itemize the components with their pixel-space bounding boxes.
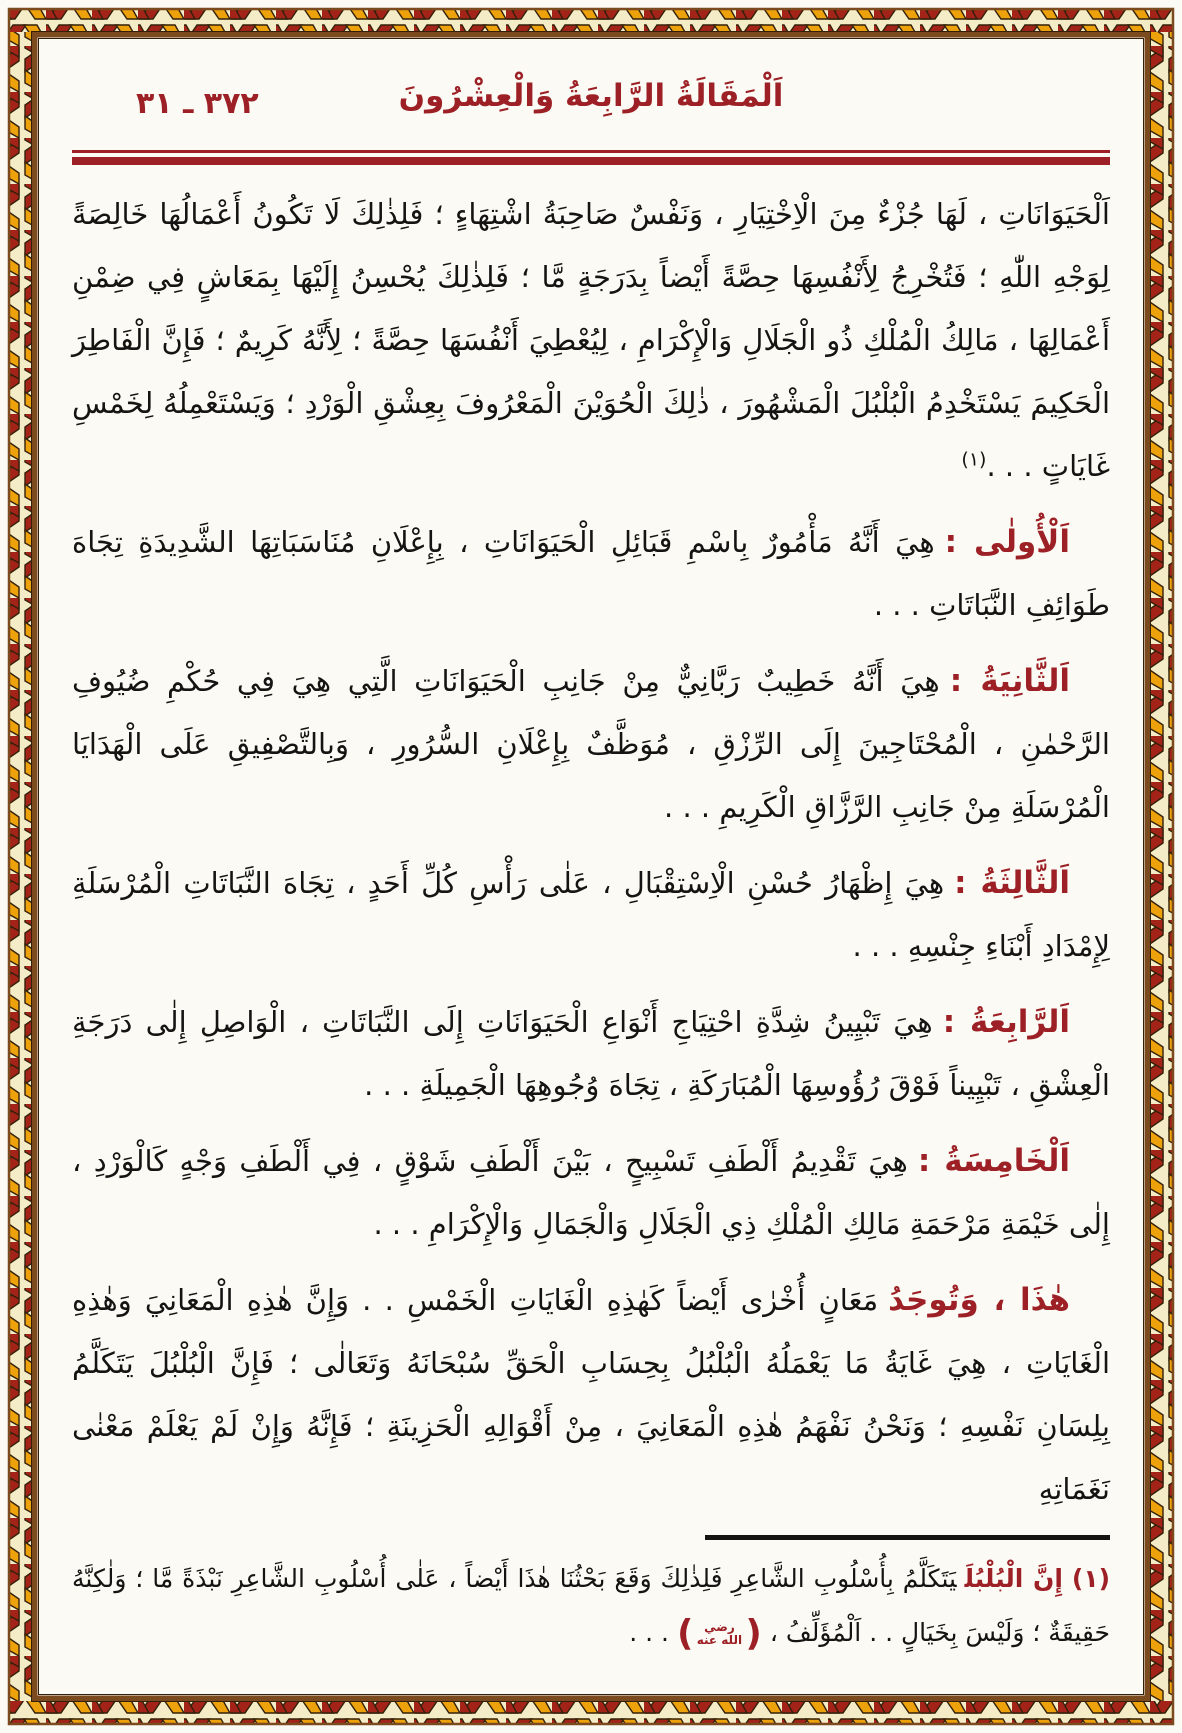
page-header <box>72 76 1110 138</box>
footnote-separator <box>705 1535 1110 1540</box>
footnote-lead: إِنَّ الْبُلْبُلَ <box>964 1564 1063 1593</box>
divider-thick-line <box>72 157 1110 165</box>
paragraph-second-aim <box>72 650 1110 839</box>
paragraph-third-aim <box>72 852 1110 978</box>
seal-close-paren: ) <box>676 1613 694 1654</box>
footnote <box>72 1552 1110 1661</box>
paragraph-fourth-aim <box>72 991 1110 1117</box>
paragraph-lead: هٰذَا ، وَتُوجَدُ <box>888 1282 1071 1318</box>
paragraph-lead: اَلْخَامِسَةُ : <box>917 1143 1070 1179</box>
paragraph-closing <box>72 1269 1110 1521</box>
paragraph-lead: اَلثَّالِثَةُ : <box>954 865 1070 901</box>
header-divider <box>72 150 1110 165</box>
seal-text: رضي الله عنه <box>696 1620 743 1647</box>
paragraph-lead: اَلثَّانِيَةُ : <box>949 663 1070 699</box>
paragraph-fifth-aim <box>72 1130 1110 1256</box>
paragraph-text: مَعَانٍ أُخْرٰى أَيْضاً كَهٰذِهِ الْغَايَاتِ الْخَمْسِ . . وَإِنَّ هٰذِهِ الْمَعَانِيَ وَهٰذِهِ الْغَايَاتِ ، هِيَ غَايَةُ مَا يَعْمَلُهُ الْبُلْبُلُ بِحِسَابِ الْحَقِّ سُبْحَانَهُ وَتَعَالٰى ؛ فَإِنَّ الْبُلْبُلَ يَتَكَلَّمُ بِلِسَانِ نَفْسِهِ ؛ وَنَحْنُ نَفْهَمُ هٰذِهِ الْمَعَانِيَ ، مِنْ أَقْوَالِهِ الْحَزِينَةِ ؛ فَإِنَّهُ وَإِنْ لَمْ يَعْلَمْ مَعْنٰى نَغَمَاتِهِ <box>72 1283 1110 1506</box>
page-content <box>72 76 1110 1661</box>
paragraph-intro <box>72 183 1110 498</box>
footnote-reference: (١) <box>961 448 987 471</box>
paragraph-first-aim <box>72 511 1110 637</box>
page-title: اَلْمَقَالَةُ الرَّابِعَةُ وَالْعِشْرُونَ <box>398 78 784 114</box>
paragraph-text: هِيَ إِظْهَارُ حُسْنِ الْاِسْتِقْبَالِ ، عَلٰى رَأْسِ كُلِّ أَحَدٍ ، تِجَاهَ النَّبَاتَاتِ الْمُرْسَلَةِ لِإِمْدَادِ أَبْنَاءِ جِنْسِهِ . . . <box>72 866 1110 963</box>
paragraph-lead: اَلْأُولٰى : <box>944 524 1071 560</box>
paragraph-text: اَلْحَيَوَانَاتِ ، لَهَا جُزْءٌ مِنَ الْاِخْتِيَارِ ، وَنَفْسٌ صَاحِبَةُ اشْتِهَاءٍ ؛ فَلِذٰلِكَ لَا تَكُونُ أَعْمَالُهَا خَالِصَةً لِوَجْهِ اللّٰهِ ؛ فَتُخْرِجُ لِأَنْفُسِهَا حِصَّةً أَيْضاً بِدَرَجَةٍ مَّا ؛ فَلِذٰلِكَ يُحْسِنُ إِلَيْهَا بِمَعَاشٍ فِي ضِمْنِ أَعْمَالِهَا ، مَالِكُ الْمُلْكِ ذُو الْجَلَالِ وَالْإِكْرَامِ ، لِيُعْطِيَ أَنْفُسَهَا حِصَّةً ؛ لِأَنَّهُ كَرِيمٌ ؛ فَإِنَّ الْفَاطِرَ الْحَكِيمَ يَسْتَخْدِمُ الْبُلْبُلَ الْمَشْهُورَ ، ذٰلِكَ الْحُوَيْنَ الْمَعْرُوفَ بِعِشْقِ الْوَرْدِ ؛ وَيَسْتَعْمِلُهُ لِخَمْسِ غَايَاتٍ . . . <box>72 197 1110 483</box>
footnote-trailing-dots: . . . <box>629 1618 669 1647</box>
author-seal <box>676 1613 762 1654</box>
paragraph-text: هِيَ تَبْيِينُ شِدَّةِ احْتِيَاجِ أَنْوَاعِ الْحَيَوَانَاتِ إِلَى النَّبَاتَاتِ ، الْوَاصِلِ إِلٰى دَرَجَةِ الْعِشْقِ ، تَبْيِيناً فَوْقَ رُؤُوسِهَا الْمُبَارَكَةِ ، تِجَاهَ وُجُوهِهَا الْجَمِيلَةِ . . . <box>72 1005 1110 1102</box>
paragraph-text: هِيَ أَنَّهُ خَطِيبٌ رَبَّانِيٌّ مِنْ جَانِبِ الْحَيَوَانَاتِ الَّتِي هِيَ فِي حُكْمِ ضُيُوفِ الرَّحْمٰنِ ، الْمُحْتَاجِينَ إِلَى الرِّزْقِ ، مُوَظَّفٌ بِإِعْلَانِ السُّرُورِ ، وَبِالتَّصْفِيقِ عَلَى الْهَدَايَا الْمُرْسَلَةِ مِنْ جَانِبِ الرَّزَّاقِ الْكَرِيمِ . . . <box>72 664 1110 824</box>
paragraph-text: هِيَ تَقْدِيمُ أَلْطَفِ تَسْبِيحٍ ، بَيْنَ أَلْطَفِ شَوْقٍ ، فِي أَلْطَفِ وَجْهٍ كَالْوَرْدِ ، إِلٰى خَيْمَةِ مَرْحَمَةِ مَالِكِ الْمُلْكِ ذِي الْجَلَالِ وَالْجَمَالِ وَالْإِكْرَامِ . . . <box>72 1144 1110 1241</box>
body-text <box>72 183 1110 1521</box>
paragraph-text: هِيَ أَنَّهُ مَأْمُورٌ بِاسْمِ قَبَائِلِ الْحَيَوَانَاتِ ، بِإِعْلَانِ مُنَاسَبَاتِهَا الشَّدِيدَةِ تِجَاهَ طَوَائِفِ النَّبَاتَاتِ . . . <box>72 525 1110 622</box>
paragraph-lead: اَلرَّابِعَةُ : <box>942 1004 1070 1040</box>
seal-open-paren: ( <box>745 1613 762 1654</box>
footnote-marker: (١) <box>1071 1564 1111 1593</box>
footnote-text: يَتَكَلَّمُ بِأُسْلُوبِ الشَّاعِرِ فَلِذٰلِكَ وَقَعَ بَحْثُنَا هٰذَا أَيْضاً ، عَلٰى أُسْلُوبِ الشَّاعِرِ نَبْذَةً مَّا ؛ وَلٰكِنَّهُ حَقِيقَةٌ ؛ وَلَيْسَ بِخَيَالٍ . . اَلْمُؤَلِّفُ ، <box>72 1564 1110 1647</box>
page-number: ٣٧٢ ـ ٣١ <box>136 86 259 121</box>
